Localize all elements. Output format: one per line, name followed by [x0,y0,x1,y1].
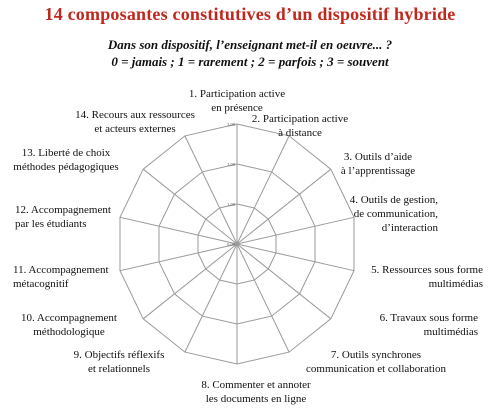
axis-spoke-5 [237,244,354,271]
category-label-11: 11. Accompagnement métacognitif [13,264,109,290]
axis-spoke-4 [237,217,354,244]
category-label-4: 4. Outils de gestion, de communication, d’interaction [349,194,438,234]
category-label-9: 9. Objectifs réflexifs et relationnels [73,349,165,375]
category-label-1: 1. Participation active en présence [188,88,286,114]
category-label-7: 7. Outils synchrones communication et collaboration [306,349,446,375]
tick-label: 3,00 [227,122,235,127]
axis-spoke-9 [185,244,237,352]
tick-label: 1,00 [227,202,235,207]
category-label-10: 10. Accompagnement méthodologique [21,312,117,338]
category-label-5: 5. Ressources sous forme multimédias [371,264,483,290]
category-label-8: 8. Commenter et annoter les documents en ligne [201,379,311,405]
axis-spoke-13 [143,169,237,244]
category-label-2: 2. Participation active à distance [251,113,349,139]
tick-label: 2,00 [227,162,235,167]
chart-subtitle-question: Dans son dispositif, l’enseignant met-il en oeuvre... ? [107,37,393,52]
chart-subtitle-scale: 0 = jamais ; 1 = rarement ; 2 = parfois ; 3 = souvent [111,54,389,69]
tick-label: 0,00 [227,242,235,247]
category-label-13: 13. Liberté de choix méthodes pédagogiques [13,147,119,173]
category-label-12: 12. Accompagnement par les étudiants [15,204,111,230]
category-label-6: 6. Travaux sous forme multimédias [379,312,478,338]
axis-spoke-6 [237,244,331,319]
axis-spoke-2 [237,136,289,244]
axis-spoke-7 [237,244,289,352]
category-label-14: 14. Recours aux ressources et acteurs externes [75,109,195,135]
axis-spoke-14 [185,136,237,244]
chart-title: 14 composantes constitutives d’un dispositif hybride [44,4,456,24]
axis-spoke-10 [143,244,237,319]
axis-spoke-11 [120,244,237,271]
axis-spoke-12 [120,217,237,244]
category-label-3: 3. Outils d’aide à l’apprentissage [340,151,416,177]
axis-spoke-3 [237,169,331,244]
